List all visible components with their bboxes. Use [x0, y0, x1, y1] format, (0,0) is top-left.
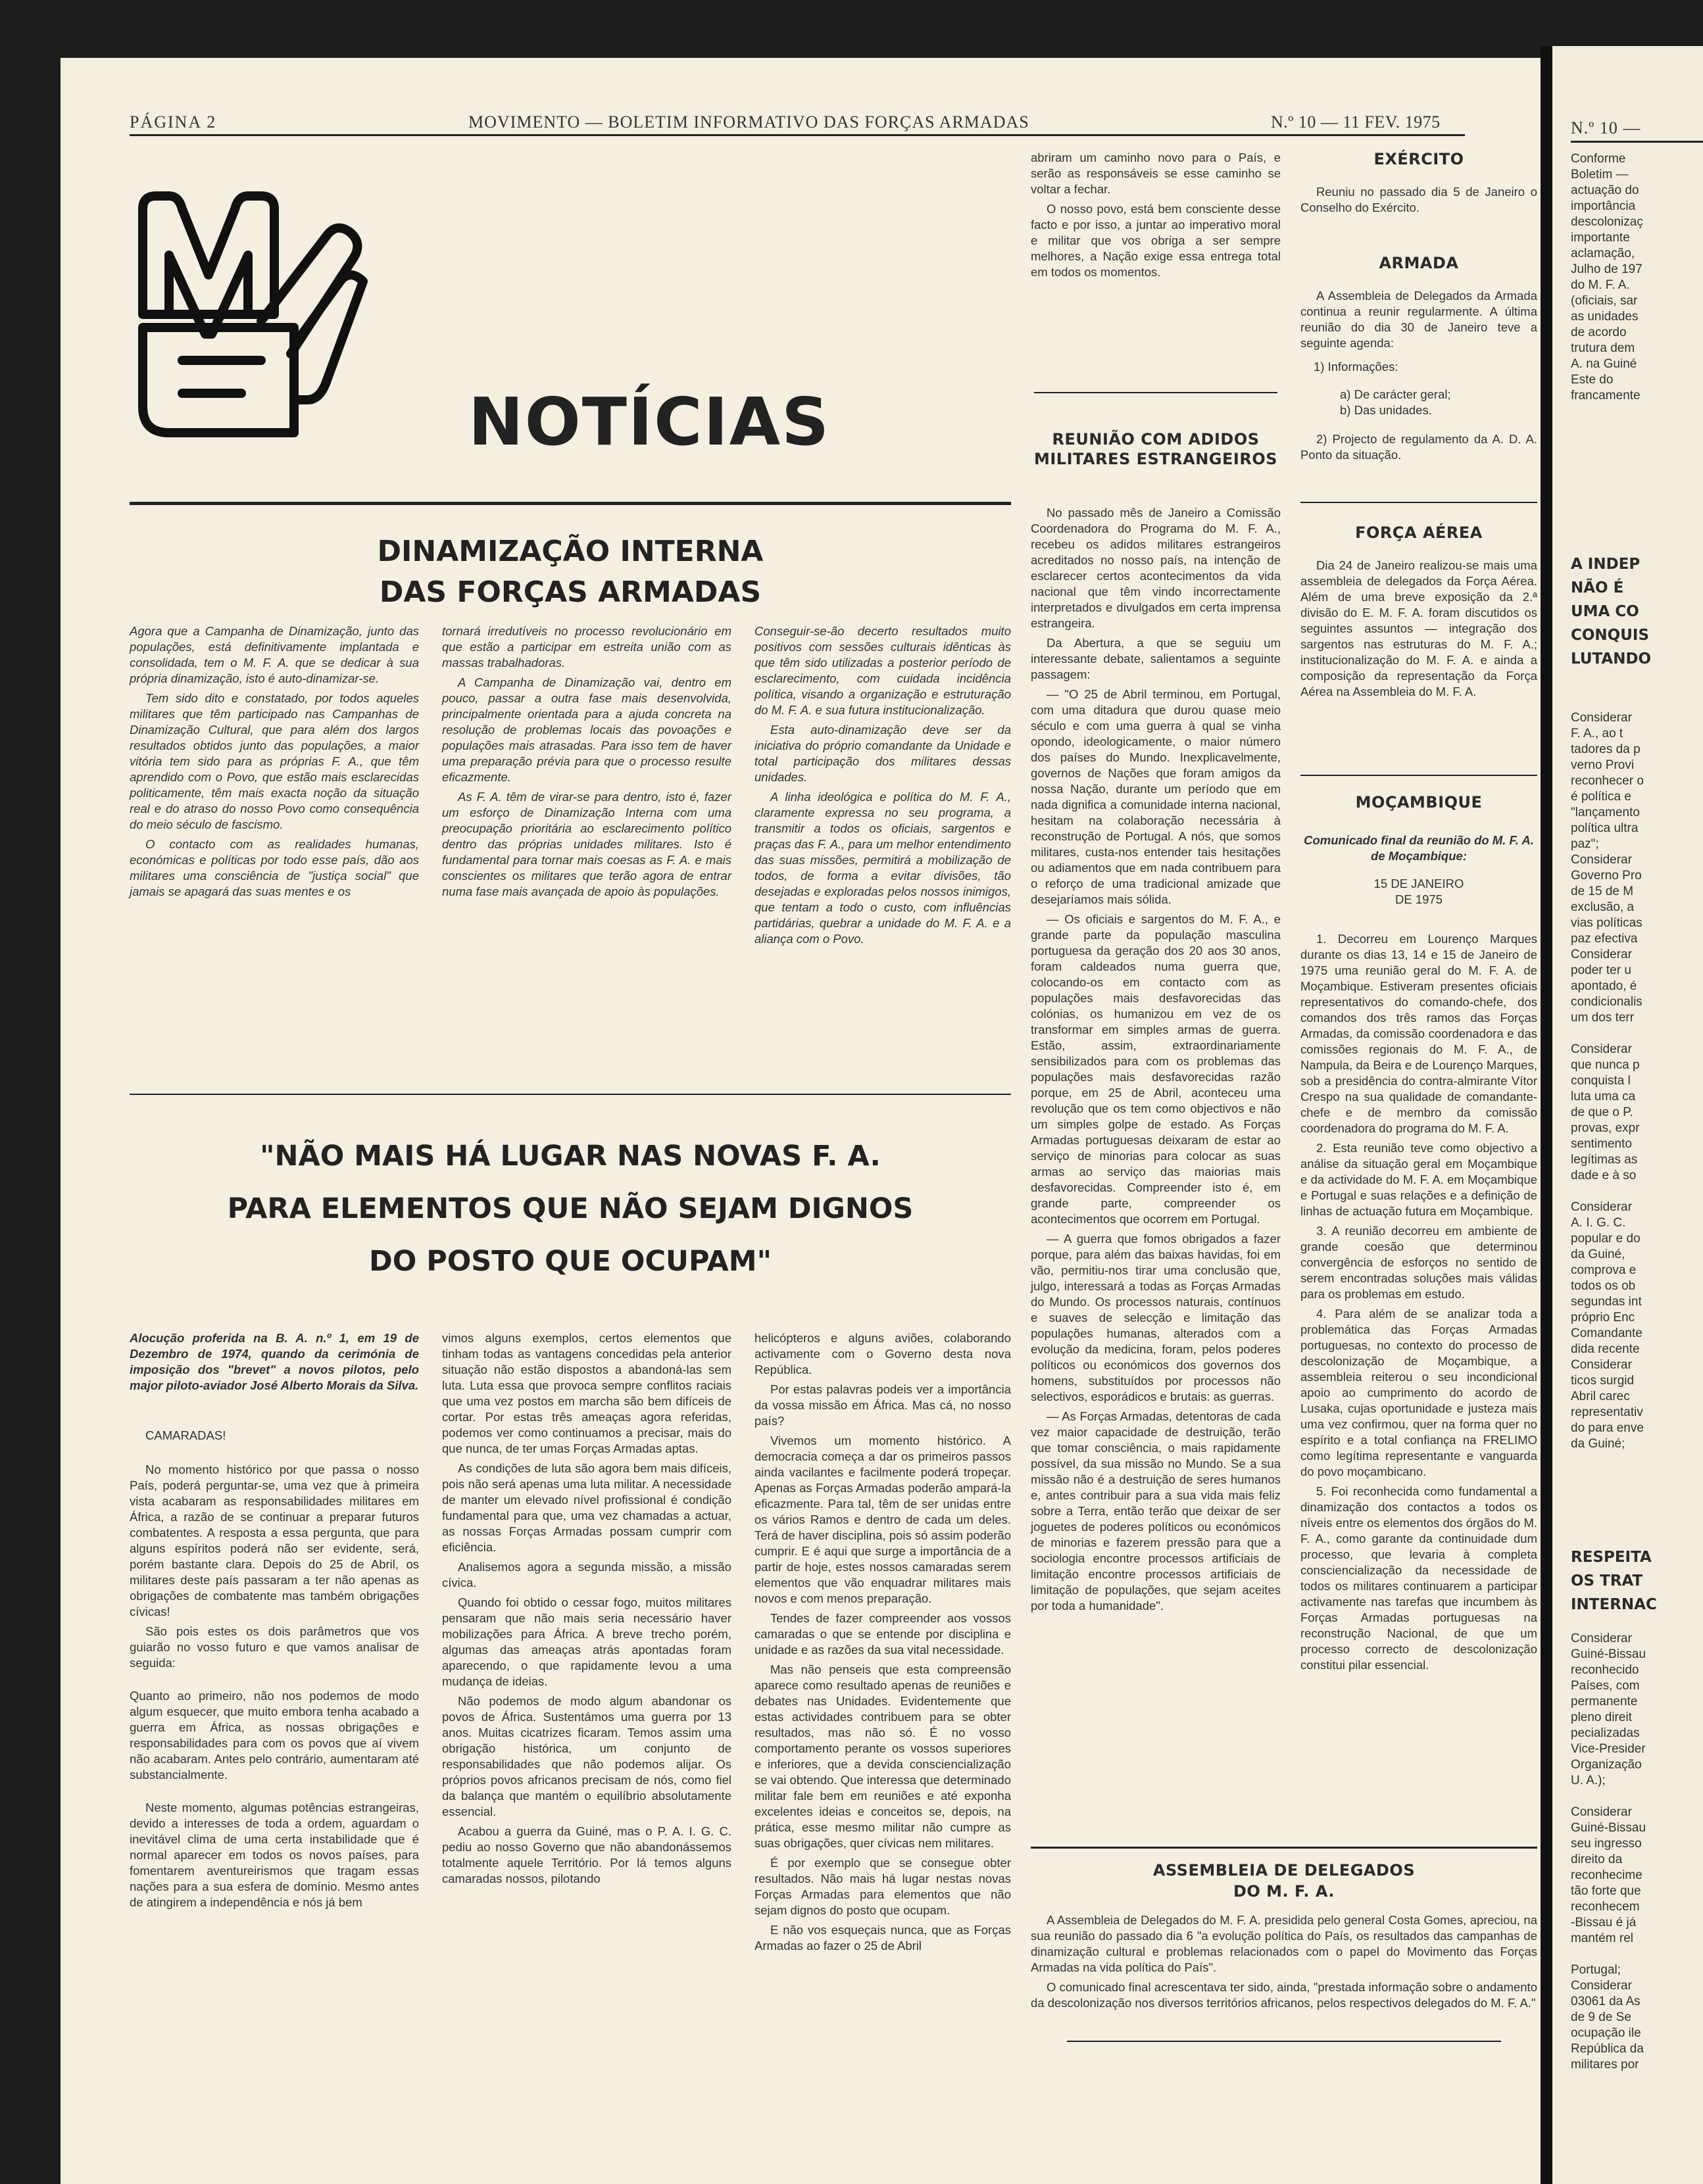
continuacao-text: abriram um caminho novo para o País, e serão as responsáveis se esse caminho se voltar a fechar. O nosso povo, está bem consciente desse facto e por isso, a juntar ao imperativo moral e militar que vos obriga a ser sempre melhores, a Nação exige essa entrega total em todos os momentos.: [1031, 151, 1281, 279]
adjacent-line: condicionalis: [1571, 995, 1642, 1009]
alocucao-col-1: Alocução proferida na B. A. n.º 1, em 19 de Dezembro de 1974, quando da cerimónia de imposição dos "brevet" a novos pilotos, pelo major piloto-aviador José Alberto Morais da Silva. CAMARADAS! No momento histórico por que passa o nosso País, poderá perguntar-se, uma vez que à primeira vista acabaram as responsabilidades militares em África, a razão de se continuar a preparar futuros combatentes. A resposta a essa pergunta, que para alguns espíritos poderá não ser evidente, será, porém bastante clara. Depois do 25 de Abril, os militares deste país passaram a ter não apenas as obrigações de combatente mas também obrigações cívicas! São pois estes os dois parâmetros que vos guiarão no vosso futuro e que vamos analisar de seguida: Quanto ao primeiro, não nos podemos de modo algum esquecer, que muito embora tenha acabado a guerra em África, as nossas obrigações e responsabilidades para com os povos que aí vivem não acabaram. Antes pelo contrário, aumentaram até substancialmente. Neste momento, algumas potências estrangeiras, devido a interesses de toda a ordem, aguardam o inevitável clima de uma certa instabilidade que é normal aparecer em todos os novos países, para fomentarem aventureirismos que tragam essas nações para a sua esfera de domínio. Mesmo antes de atingirem a independência e nós já bem: [130, 1331, 419, 1909]
adjacent-line: próprio Enc: [1571, 1311, 1635, 1324]
adjacent-line: NÃO É: [1571, 579, 1624, 596]
continuacao-rule: [1034, 392, 1277, 393]
adjacent-line: ocupação ile: [1571, 2026, 1641, 2040]
adjacent-line: Comandante: [1571, 1326, 1642, 1340]
adjacent-line: verno Provi: [1571, 758, 1635, 772]
adjacent-line: Considerar: [1571, 948, 1632, 961]
adjacent-line: pleno direit: [1571, 1711, 1632, 1724]
newspaper-page: [61, 58, 1541, 2184]
exercito-text: Reuniu no passado dia 5 de Janeiro o Conselho do Exército.: [1300, 185, 1537, 214]
adjacent-line: reconhecer o: [1571, 774, 1644, 788]
adjacent-line: é política e: [1571, 790, 1631, 804]
adjacent-text-bottom: [1571, 1631, 1646, 2073]
armada-rule: [1300, 502, 1537, 503]
adjacent-line: [1571, 1789, 1646, 1805]
adjacent-line: do M. F. A.: [1571, 278, 1630, 292]
mfa-logo-icon: [130, 183, 380, 439]
armada-title: ARMADA: [1379, 254, 1459, 272]
adjacent-line: aclamação,: [1571, 247, 1635, 260]
adjacent-line: que nunca p: [1571, 1058, 1640, 1072]
exercito-title: EXÉRCITO: [1373, 150, 1464, 168]
assembleia-top-rule: [1031, 1847, 1537, 1849]
adjacent-line: reconhecido: [1571, 1663, 1639, 1677]
alocucao-salutation: CAMARADAS!: [145, 1428, 226, 1442]
adjacent-line: U. A.);: [1571, 1774, 1606, 1787]
adjacent-line: de acordo: [1571, 326, 1627, 339]
adjacent-line: provas, expr: [1571, 1121, 1640, 1135]
adjacent-page-header: N.º 10 —: [1571, 118, 1641, 137]
adjacent-line: do para enve: [1571, 1421, 1644, 1435]
adjacent-page: [1541, 46, 1703, 2184]
adjacent-line: Julho de 197: [1571, 262, 1642, 276]
adjacent-text-mid: [1571, 710, 1644, 1452]
dinamizacao-col-1: Agora que a Campanha de Dinamização, junto das populações, está definitivamente implantada e consolidada, tem o M. F. A. que se dedicar à sua própria dinamização, isto é auto-dinamizar-se. Tem sido dito e constatado, por todos aqueles militares que têm participado nas Campanhas de Dinamização Cultural, que para além dos largos resultados obtidos junto das populações, a maior vitória tem sido para as próprias F. A., que têm aprendido com o Povo, que estão mais esclarecidas politicamente, têm mais exacta noção da situação real e do atraso do nosso Povo como consequência do meio século de fascismo. O contacto com as realidades humanas, económicas e políticas por todo esse país, dão aos militares uma consciência de "justiça social" que jamais se apagará das suas mentes e os: [130, 624, 419, 898]
adjacent-line: exclusão, a: [1571, 900, 1635, 914]
adjacent-line: um dos terr: [1571, 1011, 1635, 1025]
adjacent-line: importância: [1571, 199, 1636, 213]
dinamizacao-col-2: tornará irredutíveis no processo revolucionário em que estão a participar em estreita união com as massas trabalhadoras. A Campanha de Dinamização vai, dentro em pouco, passar a outra fase mais desenvolvida, principalmente orientada para a ajuda concreta na resolução de problemas locais das povoações e populações mais atrasadas. Para isso tem de haver uma preparação prévia para que o processo resulte eficazmente. As F. A. têm de virar-se para dentro, isto é, fazer um esforço de Dinamização Interna com uma preocupação prioritária ao esclarecimento político dentro das próprias unidades militares. Isto é fundamental para tornar mais coesas as F. A. e mais conscientes os militares que terão agora de entrar numa fase mais avançada de apoio às populações.: [442, 624, 731, 898]
adjacent-line: tão forte que: [1571, 1884, 1641, 1898]
adjacent-headline-2: [1571, 1545, 1657, 1616]
adjacent-line: militares por: [1571, 2058, 1639, 2072]
adjacent-line: de 15 de M: [1571, 885, 1634, 898]
adjacent-line: A. I. G. C.: [1571, 1216, 1626, 1230]
adjacent-line: Considerar: [1571, 853, 1632, 867]
adjacent-line: Conforme: [1571, 152, 1626, 166]
adjacent-line: Vice-Presider: [1571, 1742, 1646, 1756]
forca-aerea-title: FORÇA AÉREA: [1355, 523, 1483, 542]
adjacent-line: Boletim —: [1571, 168, 1629, 182]
section-masthead: NOTÍCIAS: [468, 383, 831, 460]
adjacent-line: direito da: [1571, 1853, 1623, 1866]
adjacent-line: Abril carec: [1571, 1390, 1630, 1403]
speech-headline: "NÃO MAIS HÁ LUGAR NAS NOVAS F. A. PARA ELEMENTOS QUE NÃO SEJAM DIGNOS DO POSTO QUE OCUPAM": [227, 1140, 914, 1278]
adjacent-line: mantém rel: [1571, 1931, 1634, 1945]
adjacent-line: permanente: [1571, 1695, 1638, 1709]
adjacent-line: paz";: [1571, 837, 1599, 851]
alocucao-col-2: vimos alguns exemplos, certos elementos que tinham todas as vantagens concedidas pela anterior situação não estão dispostos a abandoná-las sem luta. Luta essa que provoca sempre conflitos raciais que uma vez postos em marcha são bem difíceis de cortar. Por estas três ameaças agora referidas, podemos ver como continuamos a precisar, mais do que nunca, de ter umas Forças Armadas aptas. As condições de luta são agora bem mais difíceis, pois não será apenas uma luta militar. A necessidade de manter um elevado nível profissional é condição fundamental para que, uma vez chamadas a actuar, as nossas Forças Armadas possam cumprir com eficiência. Analisemos agora a segunda missão, a missão cívica. Quando foi obtido o cessar fogo, muitos militares pensaram que não mais seria necessário haver mobilizações para África. A breve trecho porém, algumas das ameaças atrás apontadas foram aparecendo, o que rapidamente levou a uma mudança de ideias. Não podemos de modo algum abandonar os povos de África. Sustentámos uma guerra por 13 anos. Muitas cicatrizes ficaram. Temos assim uma obrigação histórica, um conjunto de responsabilidades que não podemos alijar. Os próprios povos africanos precisam de nós, como fiel da balança que mantém o equilíbrio absolutamente essencial. Acabou a guerra da Guiné, mas o P. A. I. G. C. pediu ao nosso Governo que não abandonássemos totalmente aquele Território. Por lá temos alguns camaradas nossos, pilotando: [442, 1331, 731, 1885]
adjacent-line: dade e à so: [1571, 1169, 1637, 1182]
adjacent-line: Considerar: [1571, 1042, 1632, 1056]
adjacent-line: Portugal;: [1571, 1963, 1621, 1977]
assembleia-text: A Assembleia de Delegados do M. F. A. presidida pelo general Costa Gomes, apreciou, na sua reunião do passado dia 6 "a evolução política do País, os resultados das campanhas de dinamização cultural e problemas relacionados com o papel do Movimento das Forças Armadas na vida política do País". O comunicado final acrescentava ter sido, ainda, "prestada informação sobre o andamento da descolonização nos diversos territórios africanos, pelos respectivos delegados do M. F. A.": [1031, 1913, 1537, 2010]
adjacent-line: tadores da p: [1571, 742, 1641, 756]
adjacent-line: F. A., ao t: [1571, 727, 1623, 740]
adjacent-line: importante: [1571, 231, 1630, 245]
adjacent-line: Governo Pro: [1571, 869, 1642, 883]
adjacent-line: A INDEP: [1571, 556, 1641, 573]
alocucao-intro: Alocução proferida na B. A. n.º 1, em 19 de Dezembro de 1974, quando da cerimónia de imposição dos "brevet" a novos pilotos, pelo major piloto-aviador José Alberto Morais da Silva.: [130, 1331, 419, 1392]
assembleia-bottom-rule: [1067, 2041, 1501, 2042]
adjacent-line: reconhecem: [1571, 1900, 1640, 1914]
adjacent-line: [1571, 1184, 1644, 1200]
adjacent-line: Considerar: [1571, 711, 1632, 725]
adjacent-line: trutura dem: [1571, 341, 1635, 355]
adjacent-line: Considerar: [1571, 1632, 1632, 1645]
section-rule: [130, 1094, 1011, 1095]
adjacent-line: Países, com: [1571, 1679, 1640, 1693]
adjacent-line: 03061 da As: [1571, 1995, 1641, 2008]
adjacent-line: "lançamento: [1571, 806, 1640, 819]
adjacent-line: seu ingresso: [1571, 1837, 1642, 1851]
adjacent-line: política ultra: [1571, 821, 1639, 835]
adjacent-line: (oficiais, sar: [1571, 294, 1638, 308]
adjacent-line: descolonizaç: [1571, 215, 1643, 229]
publication-title: MOVIMENTO — BOLETIM INFORMATIVO DAS FORÇAS ARMADAS: [468, 112, 1029, 132]
adjacent-line: reconhecime: [1571, 1868, 1642, 1882]
dinamizacao-title: DINAMIZAÇÃO INTERNA DAS FORÇAS ARMADAS: [377, 535, 764, 609]
adjacent-line: de 9 de Se: [1571, 2010, 1631, 2024]
forca-aerea-rule: [1300, 775, 1537, 776]
mocambique-text: Comunicado final da reunião do M. F. A. de Moçambique: 15 DE JANEIRO DE 1975 1. Decorreu em Lourenço Marques durante os dias 13, 14 e 15 de Janeiro de 1975 uma reunião geral do M. F. A. de Moçambique. Estiveram presentes oficiais representativos do comando-chefe, dos comandos dos três ramos das Forças Armadas, da comissão coordenadora e das comissões regionais do M. F. A., de Nampula, da Beira e de Lourenço Marques, sob a presidência do contra-almirante Vítor Crespo na sua qualidade de comandante-chefe e de membro da comissão coordenadora do programa do M. F. A. 2. Esta reunião teve como objectivo a análise da situação geral em Moçambique e da actividade do M. F. A. em Moçambique e Portugal e suas relações e a definição de linhas de actuação futura em Moçambique. 3. A reunião decorreu em ambiente de grande coesão que determinou convergência de esforços no sentido de serem encontradas soluções mais válidas para os problemas em estudo. 4. Para além de se analizar toda a problemática das Forças Armadas portuguesas, no contexto do processo de descolonização de Moçambique, a assembleia reiterou o seu incondicional apoio ao cumprimento do acordo de Lusaka, cujas oportunidade e justeza mais uma vez confirmou, quer na forma quer no espírito e a total confiança na FRELIMO como legítima representante e vanguarda do povo moçambicano. 5. Foi reconhecida como fundamental a dinamização dos contactos a todos os níveis entre os elementos dos órgãos do M. F. A., como garante da continuidade dum processo, que levaria à completa consciencialização da necessidade de todos os militares continuarem a participar activamente nas tarefas que incumbem às Forças Armadas portuguesas na reconstrução Nacional, de que um processo correcto de descolonização constitui pilar essencial.: [1300, 833, 1537, 1672]
mfa-logo: [130, 183, 380, 439]
adjacent-line: -Bissau é já: [1571, 1916, 1637, 1929]
adjacent-line: Guiné-Bissau: [1571, 1647, 1646, 1661]
adjacent-line: actuação do: [1571, 183, 1639, 197]
adjacent-line: Considerar: [1571, 1358, 1632, 1372]
adjacent-line: LUTANDO: [1571, 650, 1652, 667]
masthead-rule: [130, 502, 1011, 505]
adjacent-line: ticos surgid: [1571, 1374, 1635, 1388]
adjacent-line: conquista l: [1571, 1074, 1631, 1088]
adjacent-line: popular e do: [1571, 1232, 1641, 1246]
mocambique-title: MOÇAMBIQUE: [1355, 793, 1483, 812]
adjacent-line: as unidades: [1571, 310, 1639, 324]
alocucao-col-3: helicópteros e alguns aviões, colaborando activamente com o Governo desta nova República. Por estas palavras podeis ver a importância da vossa missão em África. Mas cá, no nosso país? Vivemos um momento histórico. A democracia começa a dar os primeiros passos ainda vacilantes e facilmente poderá tropeçar. Apenas as Forças Armadas poderão ampará-la eficazmente. Para tal, têm de ser unidas entre os vários Ramos e dentro de cada um deles. Terá de haver disciplina, pois só assim poderão cumprir. E é aqui que surge a importância de a partir de hoje, estes nossos camaradas serem elementos que vão enquadrar militares mais novos e com menos preparação. Tendes de fazer compreender aos vossos camaradas o que se entende por disciplina e unidade e as razões da sua vital necessidade. Mas não penseis que esta compreensão aparece como resultado apenas de reuniões e debates nas Unidades. Evidentemente que estas actividades contribuem para se obter resultados, mas não só. É no vosso comportamento perante os vossos superiores e inferiores, que a devida consciencialização se vai obtendo. Que interessa que determinado militar fale bem em reuniões e até exponha excelentes ideias e conceitos se, depois, na prática, esse mesmo militar não cumpre as suas obrigações, quer cívicas nem militares. É por exemplo que se consegue obter resultados. Não mais há lugar nestas novas Forças Armadas para elementos que não sejam dignos do posto que ocupam. E não vos esqueçais nunca, que as Forças Armadas ao fazer o 25 de Abril: [754, 1331, 1011, 1953]
adjacent-line: A. na Guiné: [1571, 357, 1637, 371]
armada-text: A Assembleia de Delegados da Armada continua a reunir regularmente. A última reunião do dia 30 de Janeiro teve a seguinte agenda: 1) Informações: a) De carácter geral; b) Das unidades. 2) Projecto de regulamento da A. D. A. Ponto da situação.: [1300, 289, 1537, 462]
adjacent-line: Considerar: [1571, 1979, 1632, 1993]
adjacent-line: vias políticas: [1571, 916, 1642, 930]
issue-date: N.º 10 — 11 FEV. 1975: [1271, 112, 1441, 132]
adjacent-line: sentimento: [1571, 1137, 1632, 1151]
adjacent-line: [1571, 1026, 1644, 1042]
adjacent-line: Considerar: [1571, 1200, 1632, 1214]
reuniao-title: REUNIÃO COM ADIDOS MILITARES ESTRANGEIROS: [1033, 430, 1277, 468]
adjacent-line: todos os ob: [1571, 1279, 1636, 1293]
adjacent-line: de que o P.: [1571, 1105, 1633, 1119]
adjacent-line: pecializadas: [1571, 1726, 1640, 1740]
reuniao-text: No passado mês de Janeiro a Comissão Coordenadora do Programa do M. F. A., recebeu os adidos militares estrangeiros acreditados no nosso país, na intenção de esclarecer certos acontecimentos da vida nacional que têm vindo incorrectamente interpretados e divulgados em certa imprensa estrangeira. Da Abertura, a que se seguiu um interessante debate, salientamos a seguinte passagem: — "O 25 de Abril terminou, em Portugal, com uma ditadura que durou quase meio século e com uma guerra à qual se vinha opondo, ideologicamente, o maior número dos países do Mundo. Inexplicavelmente, governos de Nações que foram amigos da nossa Nação, durante um período que em nada dignifica a comunidade interna nacional, hesitam na colaboração necessária à reconstrução de Portugal. A nós, que somos militares, custa-nos entender tais hesitações ou adiamentos que em nada contribuem para o reforço de uma tradicional amizade que desejaríamos mais sólida. — Os oficiais e sargentos do M. F. A., e grande parte da população masculina portuguesa da geração dos 20 aos 30 anos, foram caldeados numa guerra que, colocando-os em contacto com as populações mais desfavorecidas das colónias, os humanizou em vez de os transformar em simples armas de guerra. Estão, assim, extraordinariamente sensibilizados para com os problemas das populações mais desfavorecidas razão porque, em 25 de Abril, aconteceu uma revolução que os tem como objectivos e não um simples golpe de estado. As Forças Armadas portuguesas deixaram de estar ao serviço de minorias para colocar as suas armas ao serviço das maiorias mais desfavorecidas. Compreender isto é, em grande parte, compreender os acontecimentos que ocorrem em Portugal. — A guerra que fomos obrigados a fazer porque, para além das baixas havidas, foi em vão, permitiu-nos tirar uma conclusão que, julgo, interessará a todas as Forças Armadas do Mundo. Os processos naturais, contínuos e suaves de selecção e limitação das populações humanas, alterados com a evolução da medicina, foram, pelos poderes políticos ou económicos dos governos dos homens, substituídos por processos não selectivos, esporádicos e brutais: as guerras. — As Forças Armadas, detentoras de cada vez maior capacidade de destruição, terão que tomar consciência, o mais rapidamente possível, da sua missão no Mundo. Se a sua missão não é a destruição de seres humanos e, antes contribuir para a sua vida mais feliz sobre a Terra, então terão que deixar de ser joguetes de poderes políticos ou económicos de minorias e fazerem pressão para que a sociologia encontre processos artificiais de limitação encontre processos artificiais de limitação de populações, que sejam aceites por toda a humanidade".: [1031, 506, 1281, 1613]
adjacent-line: UMA CO: [1571, 603, 1639, 620]
adjacent-line: dida recente: [1571, 1342, 1640, 1356]
adjacent-header-rule: [1571, 141, 1703, 143]
adjacent-line: francamente: [1571, 389, 1641, 402]
adjacent-line: apontado, é: [1571, 979, 1637, 993]
adjacent-line: luta uma ca: [1571, 1090, 1636, 1104]
adjacent-text-top: [1571, 151, 1643, 404]
page-number: PÁGINA 2: [130, 112, 217, 132]
adjacent-line: CONQUIS: [1571, 627, 1650, 644]
header-rule: [130, 134, 1465, 136]
assembleia-title: ASSEMBLEIA DE DELEGADOS DO M. F. A.: [1152, 1861, 1416, 1901]
adjacent-line: Guiné-Bissau: [1571, 1821, 1646, 1835]
adjacent-line: representativ: [1571, 1405, 1643, 1419]
adjacent-line: [1571, 1947, 1646, 1962]
adjacent-line: RESPEITA: [1571, 1549, 1652, 1566]
adjacent-line: poder ter u: [1571, 963, 1631, 977]
adjacent-line: segundas int: [1571, 1295, 1642, 1309]
forca-aerea-text: Dia 24 de Janeiro realizou-se mais uma assembleia de delegados da Força Aérea. Além de uma breve exposição da 2.ª divisão do E. M. F. A. foram discutidos os seguintes assuntos — integração dos sargentos nas estruturas do M. F. A.; institucionalização do M. F. A. e ainda a composição da representação da Força Aérea na Assembleia do M. F. A.: [1300, 558, 1537, 698]
adjacent-line: paz efectiva: [1571, 932, 1638, 946]
adjacent-line: Considerar: [1571, 1805, 1632, 1819]
adjacent-line: Este do: [1571, 373, 1614, 387]
adjacent-line: República da: [1571, 2042, 1644, 2056]
adjacent-line: da Guiné;: [1571, 1437, 1625, 1451]
dinamizacao-col-3: Conseguir-se-ão decerto resultados muito positivos com sessões culturais idênticas às que têm sido utilizadas a posterior período de esclarecimento, com cuidada incidência política, visando a organização e estruturação do M. F. A. e sua futura institucionalização. Esta auto-dinamização deve ser da iniciativa do próprio comandante da Unidade e total participação dos militares dessas unidades. A linha ideológica e política do M. F. A., claramente expressa no seu programa, a transmitir a todos os oficiais, sargentos e praças das F. A., para um melhor entendimento das suas missões, permitirá a mobilização de todos, de forma a evitar divisões, tão desejadas e exploradas pelos nossos inimigos, que tentam a todo o custo, com influências partidárias, quebrar a unidade do M. F. A. e a aliança com o Povo.: [754, 624, 1011, 946]
adjacent-headline-1: [1571, 552, 1651, 671]
adjacent-line: OS TRAT: [1571, 1572, 1643, 1589]
adjacent-line: legítimas as: [1571, 1153, 1638, 1167]
adjacent-line: da Guiné,: [1571, 1248, 1625, 1261]
adjacent-line: Organização: [1571, 1758, 1642, 1772]
adjacent-line: comprova e: [1571, 1263, 1637, 1277]
adjacent-line: INTERNAC: [1571, 1596, 1657, 1613]
